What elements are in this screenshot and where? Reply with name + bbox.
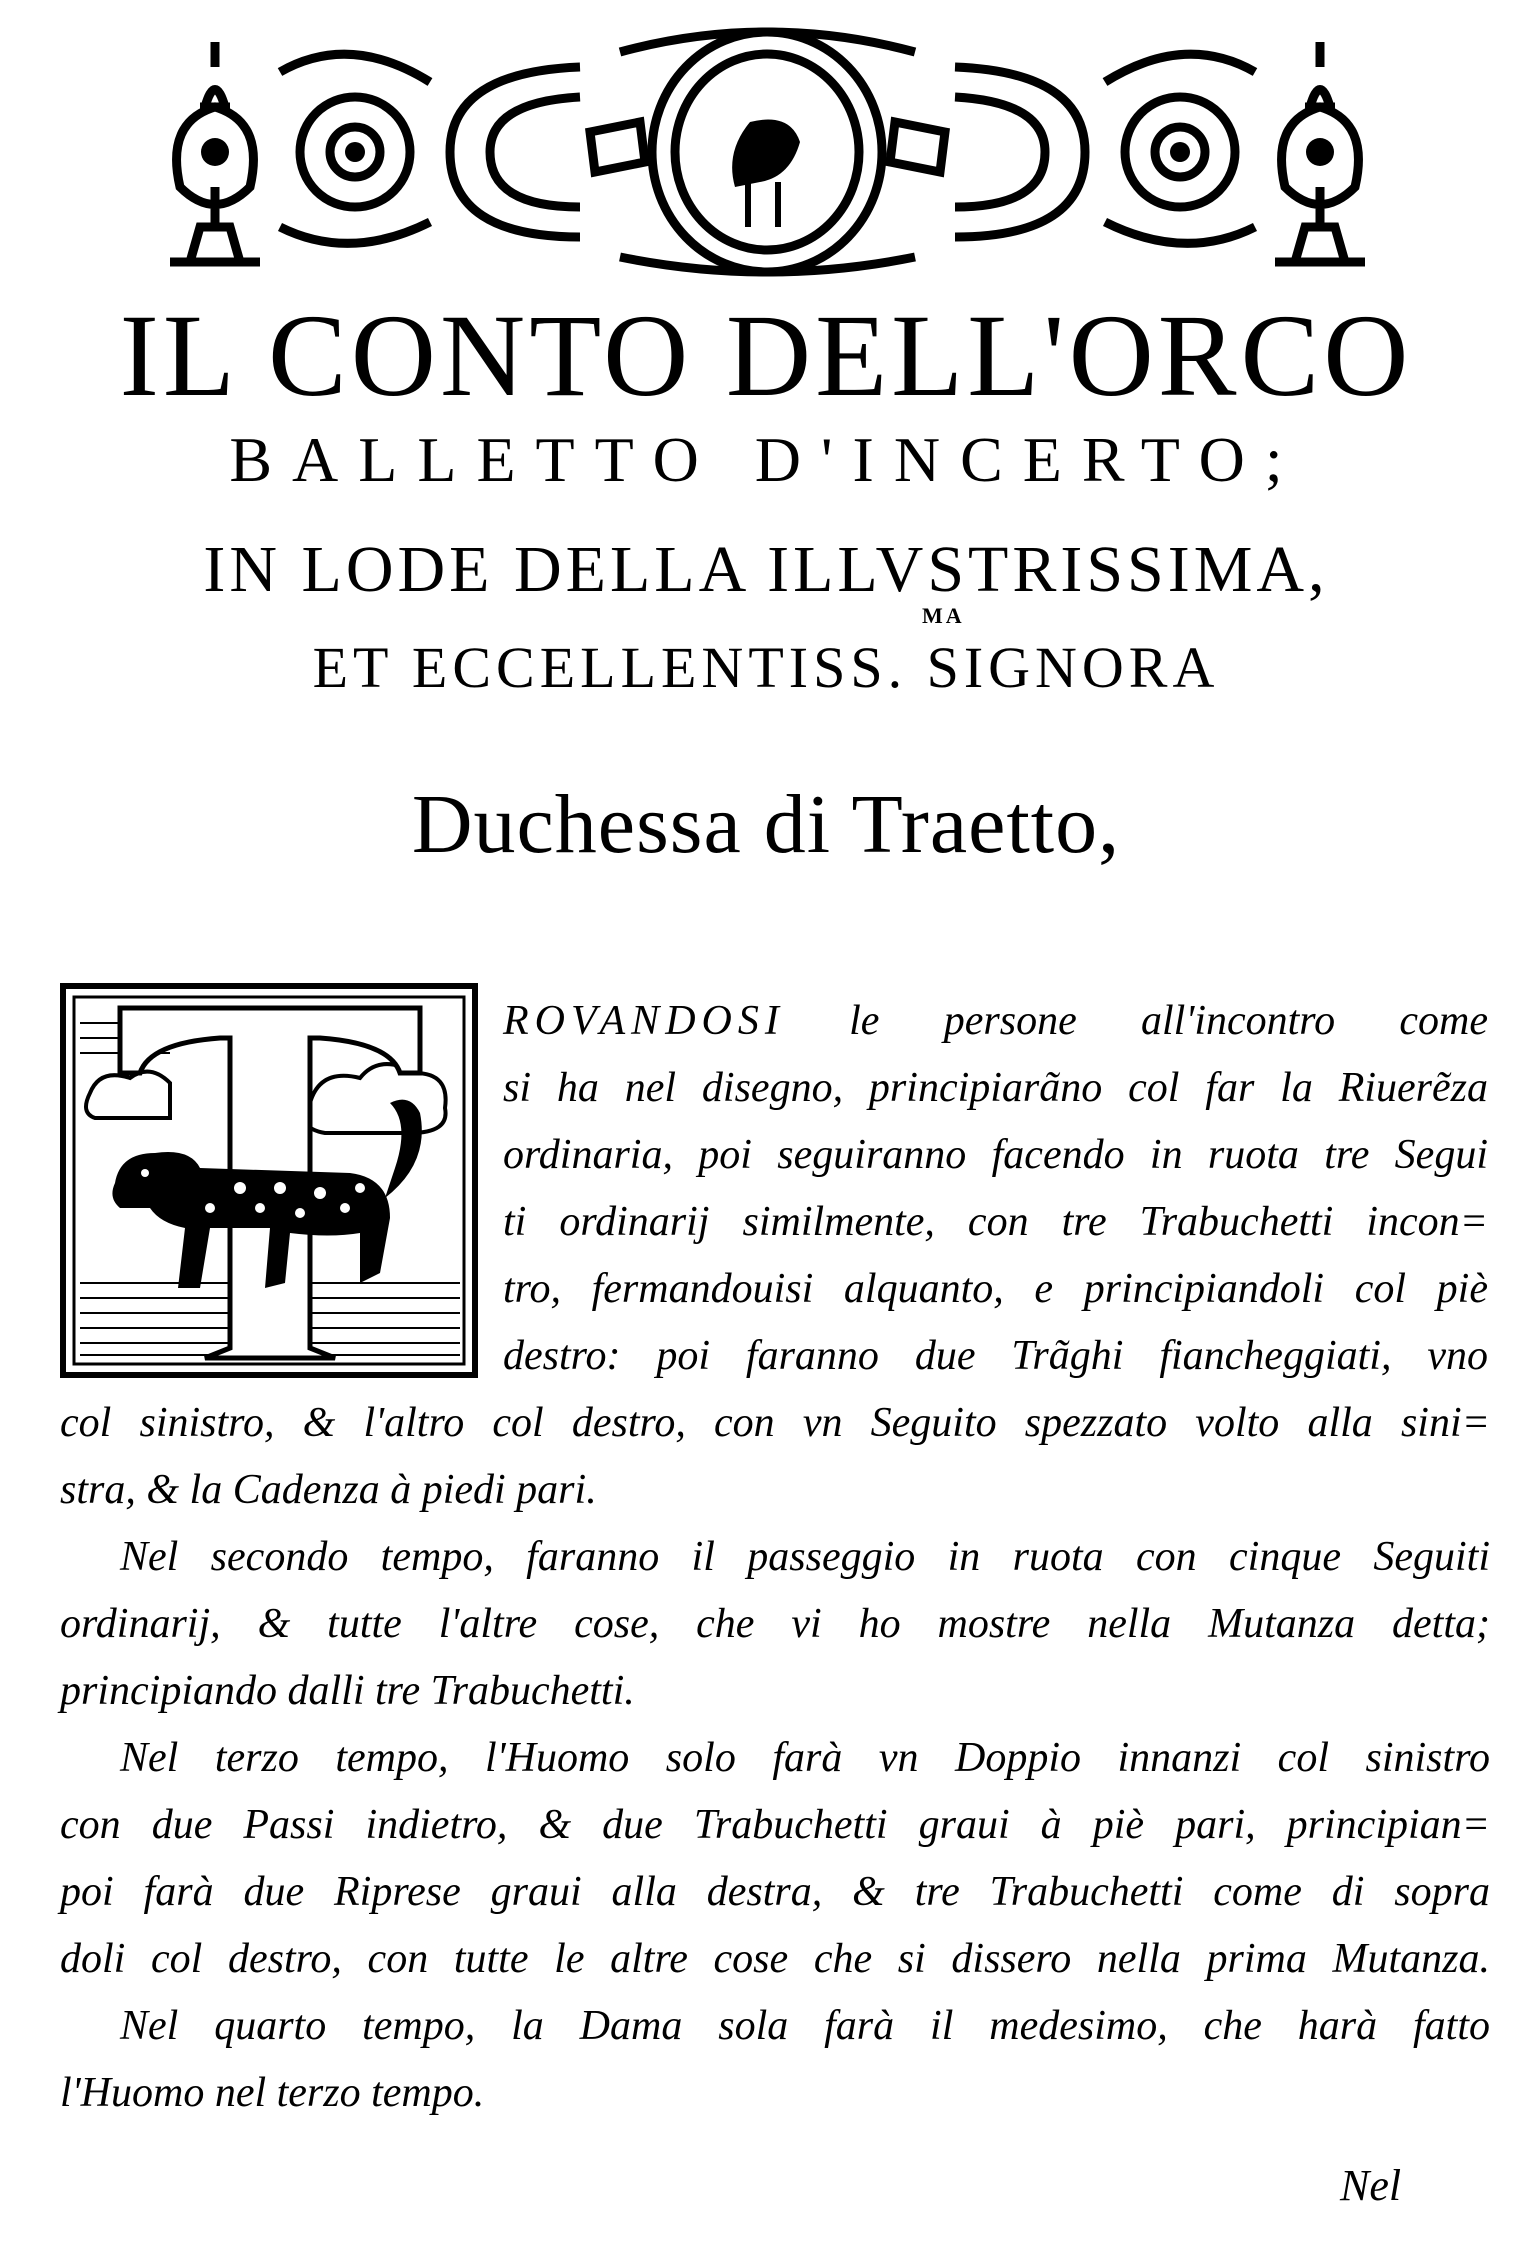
- dedication-line-2: ET ECCELLENTISS. SIGNORA: [312, 635, 1220, 700]
- text-line: ROVANDOSI le persone all'incontro come: [503, 998, 1489, 1044]
- dropcap-woodcut-leopard: [60, 983, 478, 1378]
- paragraph-1-continuation: [60, 1390, 1490, 1524]
- text-line: Nel secondo tempo, faranno il passeggio in ruota con cinque Seguiti: [120, 1534, 1490, 1580]
- text-line: destro: poi faranno due Trãghi fiancheggiati, vno: [503, 1333, 1488, 1379]
- catchword: Nel: [1340, 2161, 1402, 2210]
- text-line: stra, & la Cadenza à piedi pari.: [60, 1467, 597, 1513]
- text-line: poi farà due Riprese graui alla destra, & tre Trabuchetti come di sopra: [60, 1869, 1490, 1915]
- superscript-abbreviation: MA: [922, 603, 965, 628]
- subtitle-balletto: BALLETTO D'INCERTO;: [229, 424, 1303, 495]
- text-line: col sinistro, & l'altro col destro, con vn Seguito spezzato volto alla sini=: [60, 1400, 1490, 1446]
- ornamental-headpiece: [150, 12, 1385, 280]
- text-line: doli col destro, con tutte le altre cose che si dissero nella prima Mutanza.: [60, 1936, 1490, 1982]
- text-line: Nel terzo tempo, l'Huomo solo farà vn Doppio innanzi col sinistro: [120, 1735, 1490, 1781]
- page-title: IL CONTO DELL'ORCO: [119, 290, 1413, 421]
- dedication-line-1: IN LODE DELLA ILLVSTRISSIMA,: [203, 533, 1329, 606]
- paragraph-3: [60, 1725, 1490, 1993]
- paragraph-2: [60, 1524, 1490, 1725]
- paragraph-4: [60, 1993, 1490, 2127]
- text-line: tro, fermandouisi alquanto, e principiandoli col piè: [503, 1266, 1488, 1312]
- text-line: principiando dalli tre Trabuchetti.: [60, 1668, 635, 1714]
- text-line: ti ordinarij similmente, con tre Trabuchetti incon=: [503, 1199, 1488, 1245]
- text-line: l'Huomo nel terzo tempo.: [60, 2070, 485, 2116]
- text-line: ordinarij, & tutte l'altre cose, che vi ho mostre nella Mutanza detta;: [60, 1601, 1490, 1647]
- text-line: ordinaria, poi seguiranno facendo in ruota tre Segui: [503, 1132, 1488, 1178]
- dedicatee-name: Duchessa di Traetto,: [411, 778, 1121, 871]
- text-line: si ha nel disegno, principiarãno col far la Riuerẽza: [503, 1065, 1488, 1111]
- text-line: con due Passi indietro, & due Trabuchetti graui à piè pari, principian=: [60, 1802, 1490, 1848]
- text-line: Nel quarto tempo, la Dama sola farà il medesimo, che harà fatto: [120, 2003, 1490, 2049]
- opening-word-caps: ROVANDOSI: [503, 998, 785, 1044]
- paragraph-1-lead: [503, 988, 1488, 1390]
